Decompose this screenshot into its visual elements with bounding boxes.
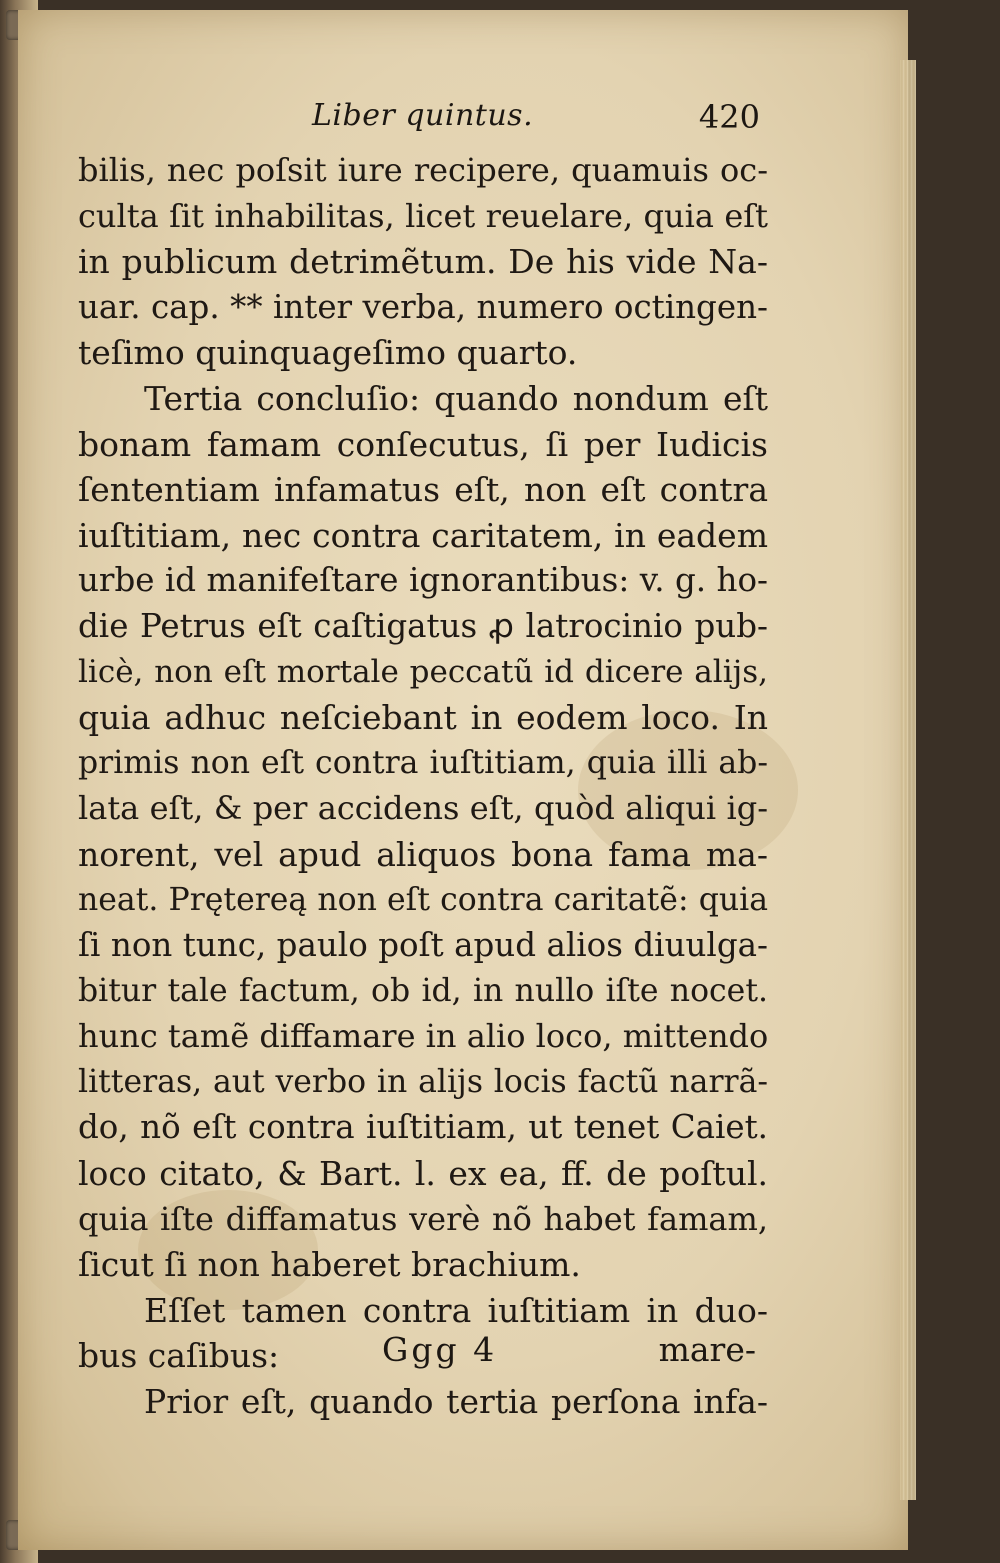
- text-line: urbe id manifeſtare ignorantibus: v. g. ho-: [78, 561, 768, 600]
- text-line: do, nõ eſt contra iuſtitiam, ut tenet Caiet.: [78, 1108, 768, 1147]
- text-line: neat. Prętereą non eſt contra caritatẽ: quia: [78, 881, 768, 918]
- text-line: norent, vel apud aliquos bona fama ma-: [78, 834, 768, 874]
- text-line: licè, non eſt mortale peccatũ id dicere alijs,: [78, 653, 768, 690]
- text-line: ſicut ſi non haberet brachium.: [78, 1245, 581, 1285]
- page-footer: [80, 1330, 760, 1380]
- paragraph-start-line: Prior eſt, quando tertia perſona infa-: [144, 1382, 768, 1422]
- paragraph-start-line: Tertia concluſio: quando nondum eſt: [144, 378, 768, 418]
- text-line: die Petrus eſt caſtigatus ꝓ latrocinio pub-: [78, 606, 768, 645]
- text-line: uar. cap. ** inter verba, numero octingen-: [78, 287, 768, 326]
- text-line: lata eſt, & per accidens eſt, quòd aliqui ig-: [78, 789, 768, 828]
- text-line: in publicum detrimẽtum. De his vide Na-: [78, 242, 768, 282]
- text-line: bilis, nec poſsit iure recipere, quamuis oc-: [78, 151, 768, 189]
- text-line: loco citato, & Bart. l. ex ea, ff. de poſtul.: [78, 1154, 768, 1194]
- text-line: ſi non tunc, paulo poſt apud alios diuulga-: [78, 926, 768, 965]
- signature-mark: Ggg 4: [382, 1330, 498, 1369]
- folio-number: 420: [698, 98, 760, 136]
- text-line: quia iſte diffamatus verè nõ habet famam,: [78, 1199, 768, 1238]
- text-line: teſimo quinquageſimo quarto.: [78, 333, 578, 373]
- text-line: bus caſibus:: [78, 1336, 280, 1376]
- running-head: [80, 98, 760, 148]
- text-line: iuſtitiam, nec contra caritatem, in eadem: [78, 515, 768, 555]
- catchword: mare-: [658, 1330, 756, 1369]
- text-line: quia adhuc neſciebant in eodem loco. In: [78, 698, 768, 738]
- text-line: primis non eſt contra iuſtitiam, quia illi ab-: [78, 744, 768, 781]
- text-line: litteras, aut verbo in alijs locis factũ narrã-: [78, 1063, 768, 1100]
- paragraph-start-line: Eſſet tamen contra iuſtitiam in duo-: [144, 1290, 768, 1330]
- text-line: bonam famam conſecutus, ſi per Iudicis: [78, 424, 768, 464]
- text-line: hunc tamẽ diffamare in alio loco, mittendo: [78, 1017, 768, 1056]
- page-edges: [900, 60, 916, 1500]
- text-line: culta ſit inhabilitas, licet reuelare, quia eſt: [78, 196, 768, 235]
- running-head-title: Liber quintus.: [312, 98, 534, 133]
- text-line: ſententiam infamatus eſt, non eſt contra: [78, 470, 768, 510]
- text-line: bitur tale factum, ob id, in nullo iſte nocet.: [78, 972, 768, 1009]
- body-text: [78, 148, 768, 1425]
